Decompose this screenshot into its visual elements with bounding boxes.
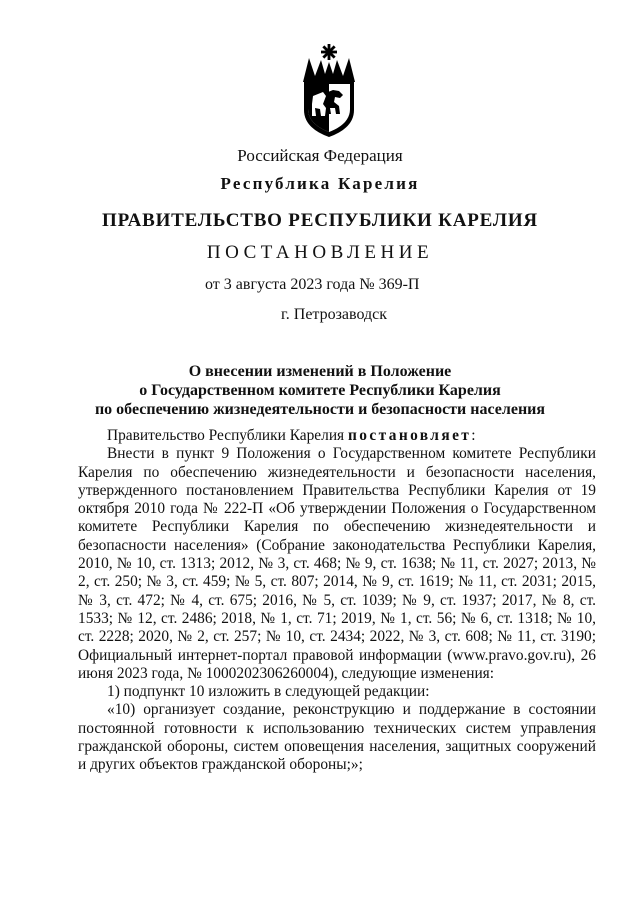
karelia-coat-of-arms-icon <box>299 44 359 139</box>
document-type: ПОСТАНОВЛЕНИЕ <box>206 242 434 263</box>
intro-paragraph <box>78 427 596 445</box>
title-line: О внесении изменений в Положение <box>188 363 452 380</box>
spruce-branches-icon <box>303 58 355 82</box>
republic-name: Республика Карелия <box>220 174 420 193</box>
intro-text: Правительство Республики Карелия <box>107 427 348 444</box>
paragraph-item-1: 1) подпункт 10 изложить в следующей редакции: <box>107 683 430 701</box>
document-body <box>78 427 596 775</box>
intro-colon: : <box>471 427 476 444</box>
star-icon <box>321 44 337 60</box>
country-name: Российская Федерация <box>237 146 403 165</box>
government-name: ПРАВИТЕЛЬСТВО РЕСПУБЛИКИ КАРЕЛИЯ <box>102 210 538 231</box>
document-city: г. Петрозаводск <box>281 306 388 323</box>
paragraph-quote: «10) организует создание, реконструкцию и поддержание в состоянии постоянной готовности к использованию технических систем управления гражданской обороны, систем оповещения населения, защитных сооружений и других объектов гражданской обороны;»; <box>78 701 596 774</box>
document-title <box>0 362 640 419</box>
document-date-number: от 3 августа 2023 года № 369-П <box>205 276 420 293</box>
decree-word: постановляет <box>347 427 472 444</box>
title-line: по обеспечению жизнедеятельности и безопасности населения <box>94 401 546 418</box>
paragraph-main: Внести в пункт 9 Положения о Государственном комитете Республики Карелия по обеспечению жизнедеятельности и безопасности населения, утвержденного постановлением Правительства Республики Карелия от 19 октября 2010 года № 222-П «Об утверждении Положения о Государственном комитете Республики Карелия по обеспечению жизнедеятельности и безопасности населения» (Собрание законодательства Республики Карелия, 2010, № 10, ст. 1313; 2012, № 3, ст. 468; № 9, ст. 1638; № 11, ст. 2027; 2013, № 2, ст. 250; № 3, ст. 459; № 5, ст. 807; 2014, № 9, ст. 1619; № 11, ст. 2031; 2015, № 3, ст. 472; № 4, ст. 675; 2016, № 5, ст. 1039; № 9, ст. 1937; 2017, № 8, ст. 1533; № 12, ст. 2486; 2018, № 1, ст. 71; 2019, № 1, ст. 56; № 6, ст. 1318; № 10, ст. 2228; 2020, № 2, ст. 257; № 10, ст. 2434; 2022, № 3, ст. 608; № 11, ст. 3190; Официальный интернет-портал правовой информации (www.pravo.gov.ru), 26 июня 2023 года, № 1000202306260004), следующие изменения: <box>78 445 596 682</box>
title-line: о Государственном комитете Республики Карелия <box>139 382 501 399</box>
